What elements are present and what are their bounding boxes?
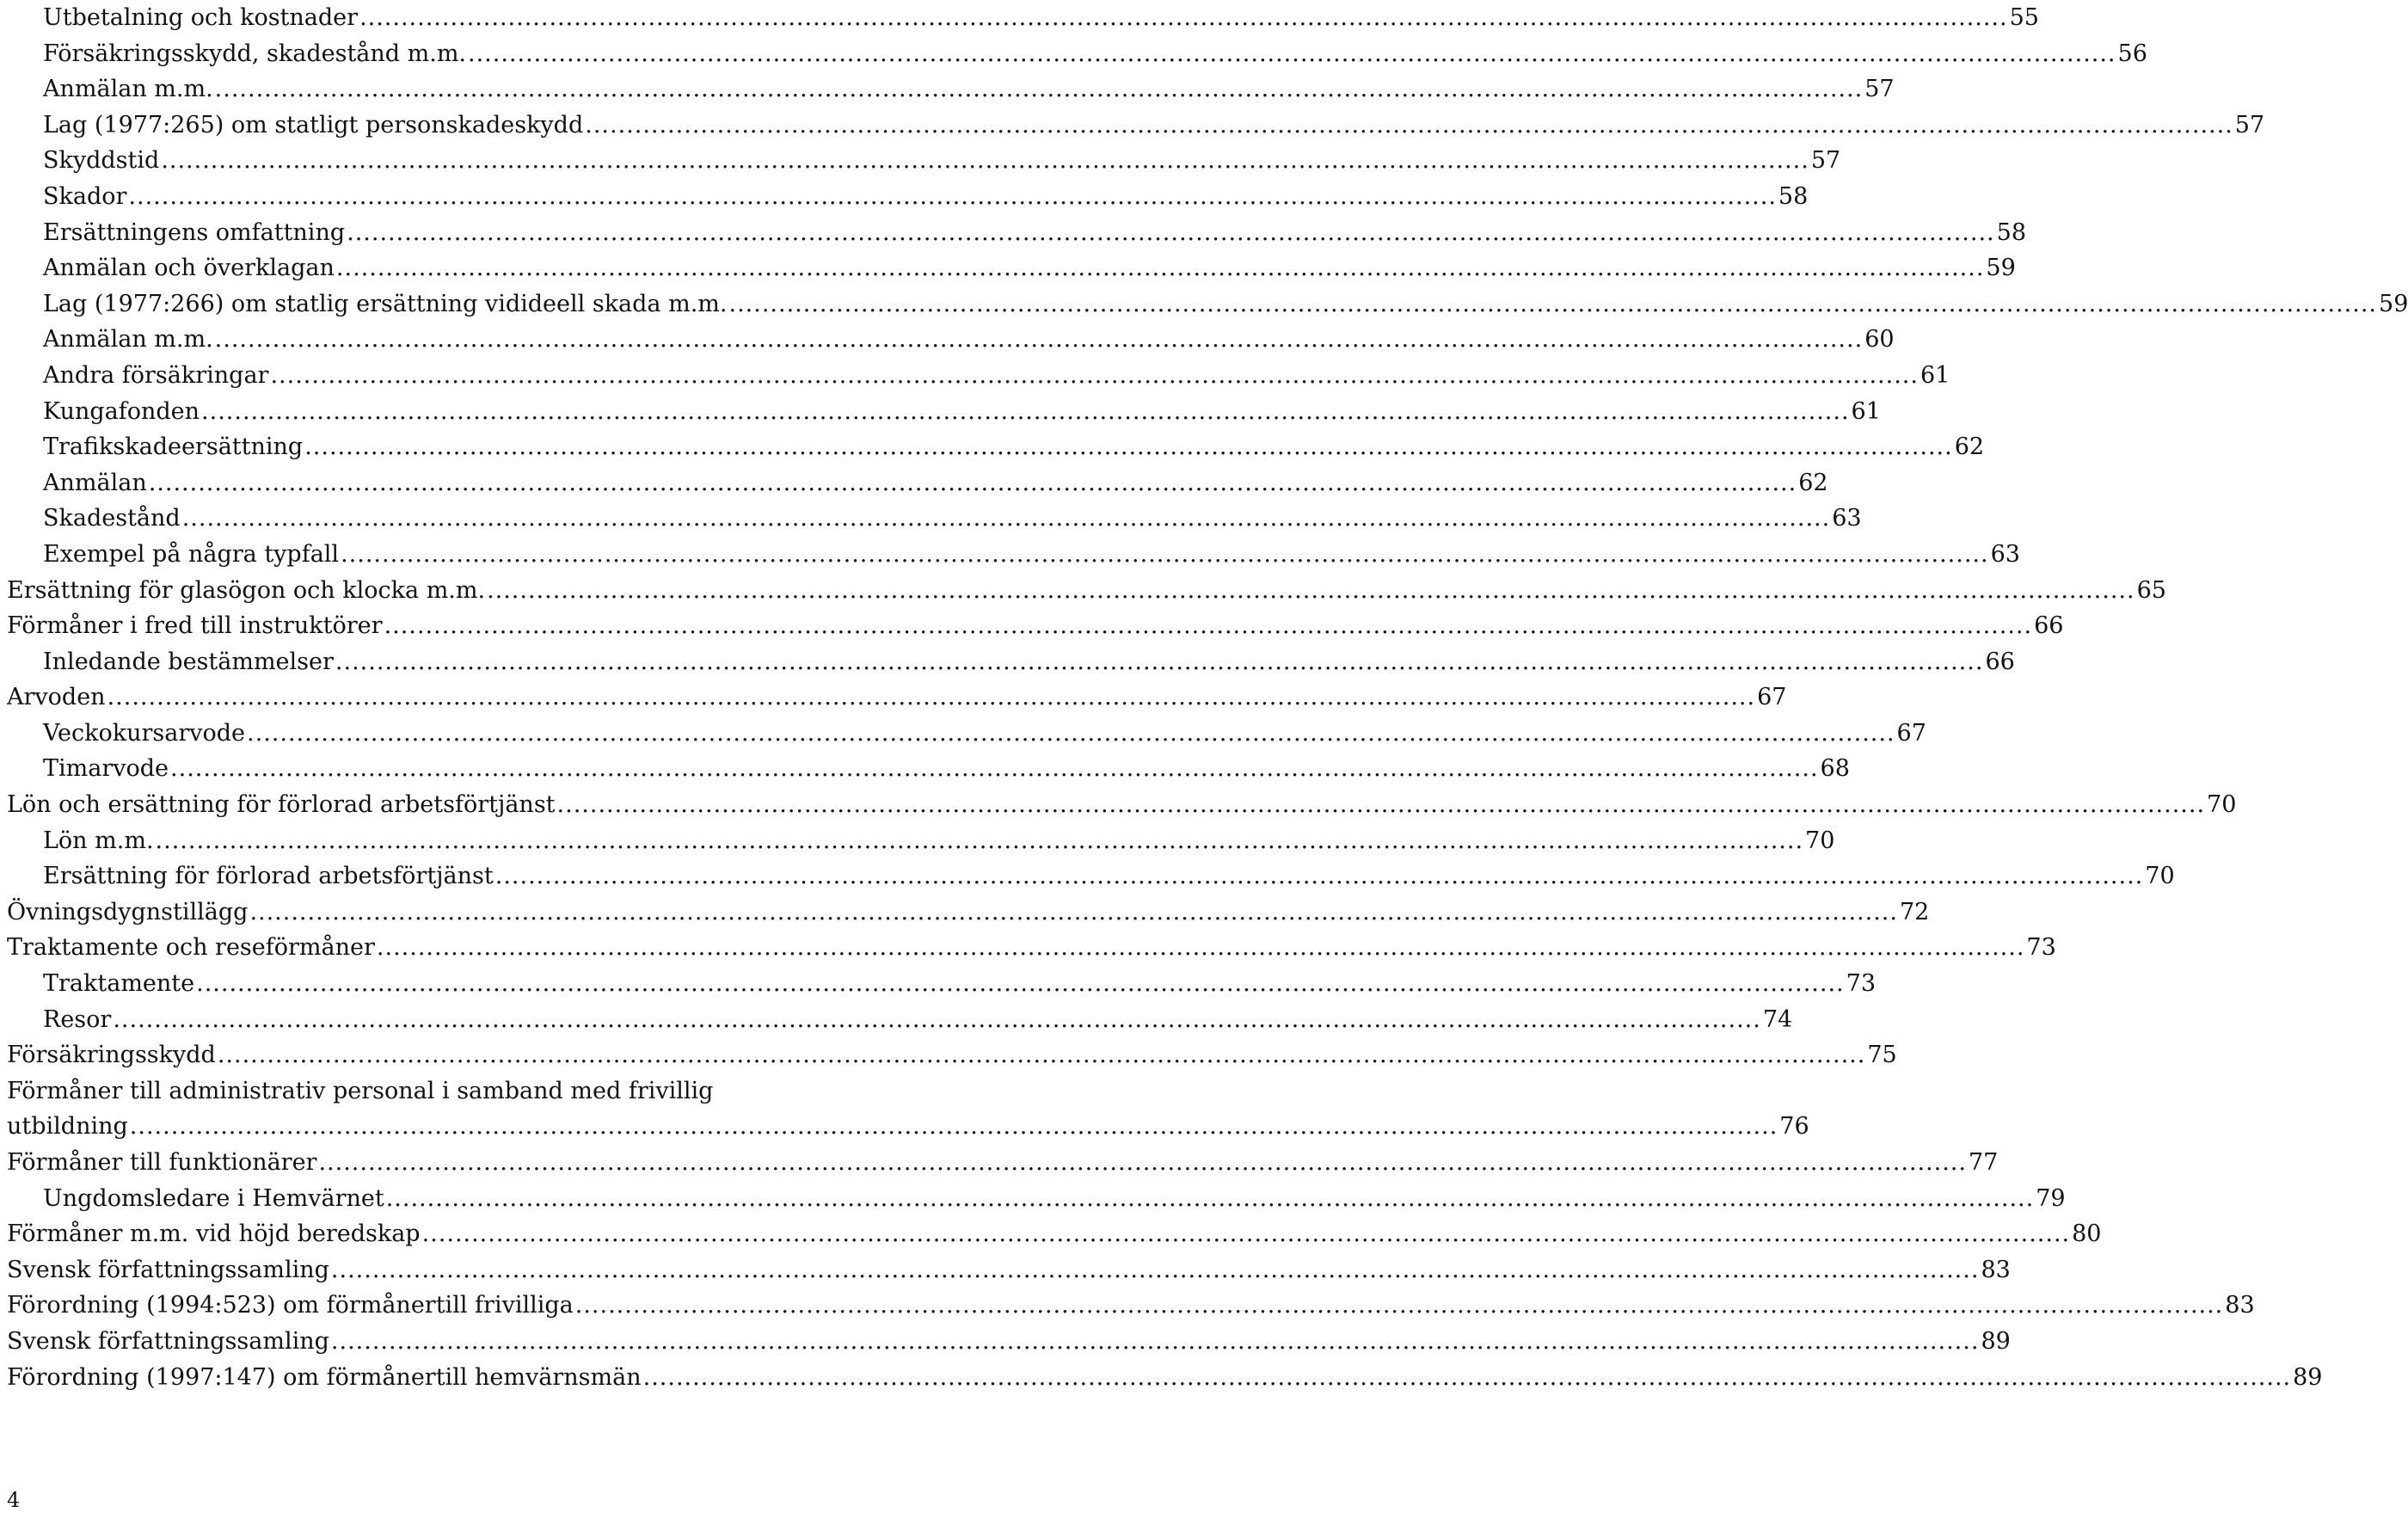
toc-entry-page: 57	[2234, 111, 2265, 138]
toc-entry	[0, 429, 1985, 465]
toc-entry	[0, 1360, 2323, 1396]
dot-leader: ........................................................................................................................................................................................................	[359, 4, 2008, 31]
dot-leader: ........................................................................................................................................................................................................	[304, 433, 1953, 461]
toc-entry-title: Förordning (1994:523) om förmånertill frivilliga	[7, 1292, 574, 1319]
toc-entry-page: 80	[2072, 1220, 2102, 1248]
toc-entry-title: Försäkringsskydd	[7, 1042, 216, 1069]
dot-leader: ........................................................................................................................................................................................................	[107, 684, 1756, 711]
dot-leader: ........................................................................................................................................................................................................	[376, 934, 2025, 962]
toc-entry-page: 62	[1798, 469, 1828, 496]
toc-entry-title: Ersättning för glasögon och klocka m.m.	[7, 576, 486, 604]
toc-entry	[0, 286, 2408, 323]
toc-entry	[0, 608, 2064, 644]
toc-entry-page: 55	[2009, 4, 2039, 31]
toc-entry-page: 70	[1805, 827, 1835, 854]
toc-entry-title: Anmälan och överklagan	[43, 255, 335, 282]
toc-entry-page: 76	[1779, 1113, 1809, 1141]
toc-entry-title: Exempel på några typfall	[43, 540, 340, 568]
toc-entry-title: Timarvode	[43, 755, 169, 783]
toc-entry	[0, 465, 1828, 501]
toc-entry-page: 68	[1820, 755, 1850, 783]
toc-entry	[0, 1037, 1897, 1073]
toc-entry	[0, 108, 2265, 144]
dot-leader: ........................................................................................................................................................................................................	[247, 719, 1895, 747]
toc-entry-title: Förordning (1997:147) om förmånertill hemvärnsmän	[7, 1363, 642, 1391]
dot-leader: ........................................................................................................................................................................................................	[642, 1363, 2292, 1391]
dot-leader: ........................................................................................................................................................................................................	[330, 1327, 1980, 1355]
toc-entry-page: 57	[1864, 76, 1895, 103]
dot-leader: ........................................................................................................................................................................................................	[170, 755, 1819, 783]
toc-entry	[0, 573, 2166, 609]
dot-leader: ........................................................................................................................................................................................................	[214, 326, 1864, 354]
toc-entry-title: Ersättningens omfattning	[43, 218, 346, 246]
toc-entry	[0, 215, 2026, 251]
toc-entry	[0, 179, 1809, 215]
toc-entry	[0, 787, 2237, 823]
toc-entry-page: 83	[2225, 1292, 2255, 1319]
dot-leader: ........................................................................................................................................................................................................	[487, 576, 2135, 604]
toc-entry-title: Försäkringsskydd, skadestånd m.m.	[43, 40, 467, 67]
toc-entry-title: Traktamente och reseförmåner	[7, 934, 375, 962]
toc-entry-title: Anmälan	[43, 469, 147, 496]
dot-leader: ........................................................................................................................................................................................................	[384, 612, 2033, 640]
dot-leader: ........................................................................................................................................................................................................	[128, 182, 1777, 210]
toc-entry-title: Resor	[43, 1005, 112, 1033]
toc-entry-page: 67	[1896, 719, 1926, 747]
toc-entry-page: 83	[1981, 1256, 2011, 1283]
toc-entry-title: Förmåner m.m. vid höjd beredskap	[7, 1220, 421, 1248]
toc-entry-page: 73	[1846, 970, 1876, 998]
toc-entry-title: Veckokursarvode	[43, 719, 246, 747]
toc-entry	[0, 644, 2015, 680]
toc-entry	[0, 1109, 1809, 1145]
dot-leader: ........................................................................................................................................................................................................	[196, 970, 1845, 998]
toc-entry	[0, 716, 1926, 752]
toc-entry-page: 74	[1762, 1005, 1793, 1033]
toc-entry	[0, 1252, 2011, 1288]
toc-entry-title: Trafikskadeersättning	[43, 433, 304, 461]
toc-entry-page: 70	[2145, 863, 2175, 890]
toc-entry-page: 63	[1832, 505, 1862, 532]
dot-leader: ........................................................................................................................................................................................................	[385, 1184, 2035, 1212]
dot-leader: ........................................................................................................................................................................................................	[494, 863, 2144, 890]
dot-leader: ........................................................................................................................................................................................................	[270, 361, 1919, 389]
toc-entry-title: Lag (1977:265) om statligt personskadeskydd	[43, 111, 584, 138]
toc-entry-page: 89	[1981, 1327, 2011, 1355]
toc-entry-title: Skyddstid	[43, 147, 160, 175]
toc-entry	[0, 1288, 2255, 1324]
toc-entry-title: Lön m.m.	[43, 827, 154, 854]
toc-entry-title: Inledande bestämmelser	[43, 648, 334, 675]
toc-entry-title: Kungafonden	[43, 397, 200, 425]
toc-entry-page: 72	[1899, 898, 1930, 925]
toc-entry-title: Förmåner i fred till instruktörer	[7, 612, 383, 640]
toc-entry-title: Skador	[43, 182, 127, 210]
toc-entry-title: Utbetalning och kostnader	[43, 4, 359, 31]
toc-entry-page: 66	[2034, 612, 2064, 640]
page-number: 4	[7, 1488, 21, 1512]
toc-entry	[0, 71, 1895, 108]
toc-entry-page: 75	[1867, 1042, 1897, 1069]
dot-leader: ........................................................................................................................................................................................................	[113, 1005, 1761, 1033]
dot-leader: ........................................................................................................................................................................................................	[217, 1042, 1866, 1069]
dot-leader: ........................................................................................................................................................................................................	[468, 40, 2116, 67]
toc-entry-page: 61	[1920, 361, 1950, 389]
toc-entry-page: 59	[1986, 255, 2016, 282]
dot-leader: ........................................................................................................................................................................................................	[335, 648, 1984, 675]
toc-entry-page: 56	[2117, 40, 2147, 67]
toc-entry-page: 63	[1990, 540, 2020, 568]
toc-entry-page: 59	[2379, 290, 2408, 317]
dot-leader: ........................................................................................................................................................................................................	[728, 290, 2378, 317]
toc-entry	[0, 751, 1850, 787]
toc-entry-title: Svensk författningssamling	[7, 1327, 329, 1355]
toc-entry-title: Övningsdygnstillägg	[7, 898, 249, 925]
toc-entry	[0, 966, 1876, 1002]
dot-leader: ........................................................................................................................................................................................................	[421, 1220, 2071, 1248]
toc-entry	[0, 895, 1930, 931]
toc-entry	[0, 1002, 1793, 1038]
toc-entry-title: Traktamente	[43, 970, 195, 998]
toc-entry	[0, 36, 2147, 72]
dot-leader: ........................................................................................................................................................................................................	[574, 1292, 2224, 1319]
toc-entry-page: 65	[2136, 576, 2166, 604]
dot-leader: ........................................................................................................................................................................................................	[249, 898, 1898, 925]
toc-entry-title: Svensk författningssamling	[7, 1256, 329, 1283]
toc-entry	[0, 537, 2020, 573]
dot-leader: ........................................................................................................................................................................................................	[556, 791, 2206, 819]
dot-leader: ........................................................................................................................................................................................................	[129, 1113, 1778, 1141]
toc-entry	[0, 1073, 826, 1110]
toc-entry-page: 62	[1954, 433, 1985, 461]
toc-entry	[0, 823, 1835, 859]
toc-entry	[0, 143, 1841, 179]
dot-leader: ........................................................................................................................................................................................................	[585, 111, 2233, 138]
toc-entry-title: utbildning	[7, 1113, 128, 1141]
toc-entry-title: Andra försäkringar	[43, 361, 269, 389]
toc-entry-title: Anmälan m.m.	[43, 326, 213, 354]
dot-leader: ........................................................................................................................................................................................................	[335, 255, 1985, 282]
toc-entry	[0, 394, 1881, 430]
toc-entry	[0, 322, 1895, 358]
toc-entry	[0, 679, 1787, 716]
toc-entry-page: 60	[1864, 326, 1895, 354]
toc-entry	[0, 1324, 2011, 1360]
toc-entry-title: Lag (1977:266) om statlig ersättning vidideell skada m.m.	[43, 290, 728, 317]
dot-leader: ........................................................................................................................................................................................................	[181, 505, 1831, 532]
dot-leader: ........................................................................................................................................................................................................	[161, 147, 1809, 175]
toc-entry-title: Ersättning för förlorad arbetsförtjänst	[43, 863, 494, 890]
dot-leader: ........................................................................................................................................................................................................	[155, 827, 1804, 854]
toc-entry	[0, 1181, 2066, 1217]
toc-entry	[0, 1145, 1999, 1181]
toc-entry-title: Anmälan m.m.	[43, 76, 213, 103]
toc-entry-title: Arvoden	[7, 684, 106, 711]
toc-entry-page: 70	[2207, 791, 2237, 819]
toc-entry-title: Ungdomsledare i Hemvärnet	[43, 1184, 384, 1212]
toc-entry-page: 58	[1778, 182, 1809, 210]
dot-leader: ........................................................................................................................................................................................................	[318, 1149, 1967, 1176]
toc-entry	[0, 930, 2056, 966]
dot-leader: ........................................................................................................................................................................................................	[214, 76, 1864, 103]
toc-entry-title: Skadestånd	[43, 505, 181, 532]
toc-entry	[0, 501, 1862, 537]
toc-entry	[0, 1216, 2102, 1252]
toc-entry-page: 73	[2026, 934, 2056, 962]
toc-entry-page: 77	[1968, 1149, 1999, 1176]
toc-entry-title: Förmåner till administrativ personal i samband med frivillig	[7, 1077, 714, 1104]
toc-entry-page: 57	[1810, 147, 1841, 175]
toc-entry-page: 67	[1757, 684, 1787, 711]
dot-leader: ........................................................................................................................................................................................................	[148, 469, 1797, 496]
dot-leader: ........................................................................................................................................................................................................	[201, 397, 1850, 425]
toc-entry-title: Lön och ersättning för förlorad arbetsförtjänst	[7, 791, 556, 819]
toc-entry	[0, 250, 2016, 286]
toc-entry	[0, 858, 2175, 895]
toc-entry	[0, 0, 2039, 36]
toc-entry	[0, 358, 1950, 394]
dot-leader: ........................................................................................................................................................................................................	[330, 1256, 1980, 1283]
toc-entry-page: 66	[1985, 648, 2015, 675]
toc-entry-page: 89	[2293, 1363, 2323, 1391]
toc-entry-page: 61	[1851, 397, 1881, 425]
toc-entry-page: 58	[1996, 218, 2026, 246]
toc-entry-title: Förmåner till funktionärer	[7, 1149, 317, 1176]
dot-leader: ........................................................................................................................................................................................................	[341, 540, 1989, 568]
toc-entry-page: 79	[2036, 1184, 2066, 1212]
dot-leader: ........................................................................................................................................................................................................	[347, 218, 1995, 246]
